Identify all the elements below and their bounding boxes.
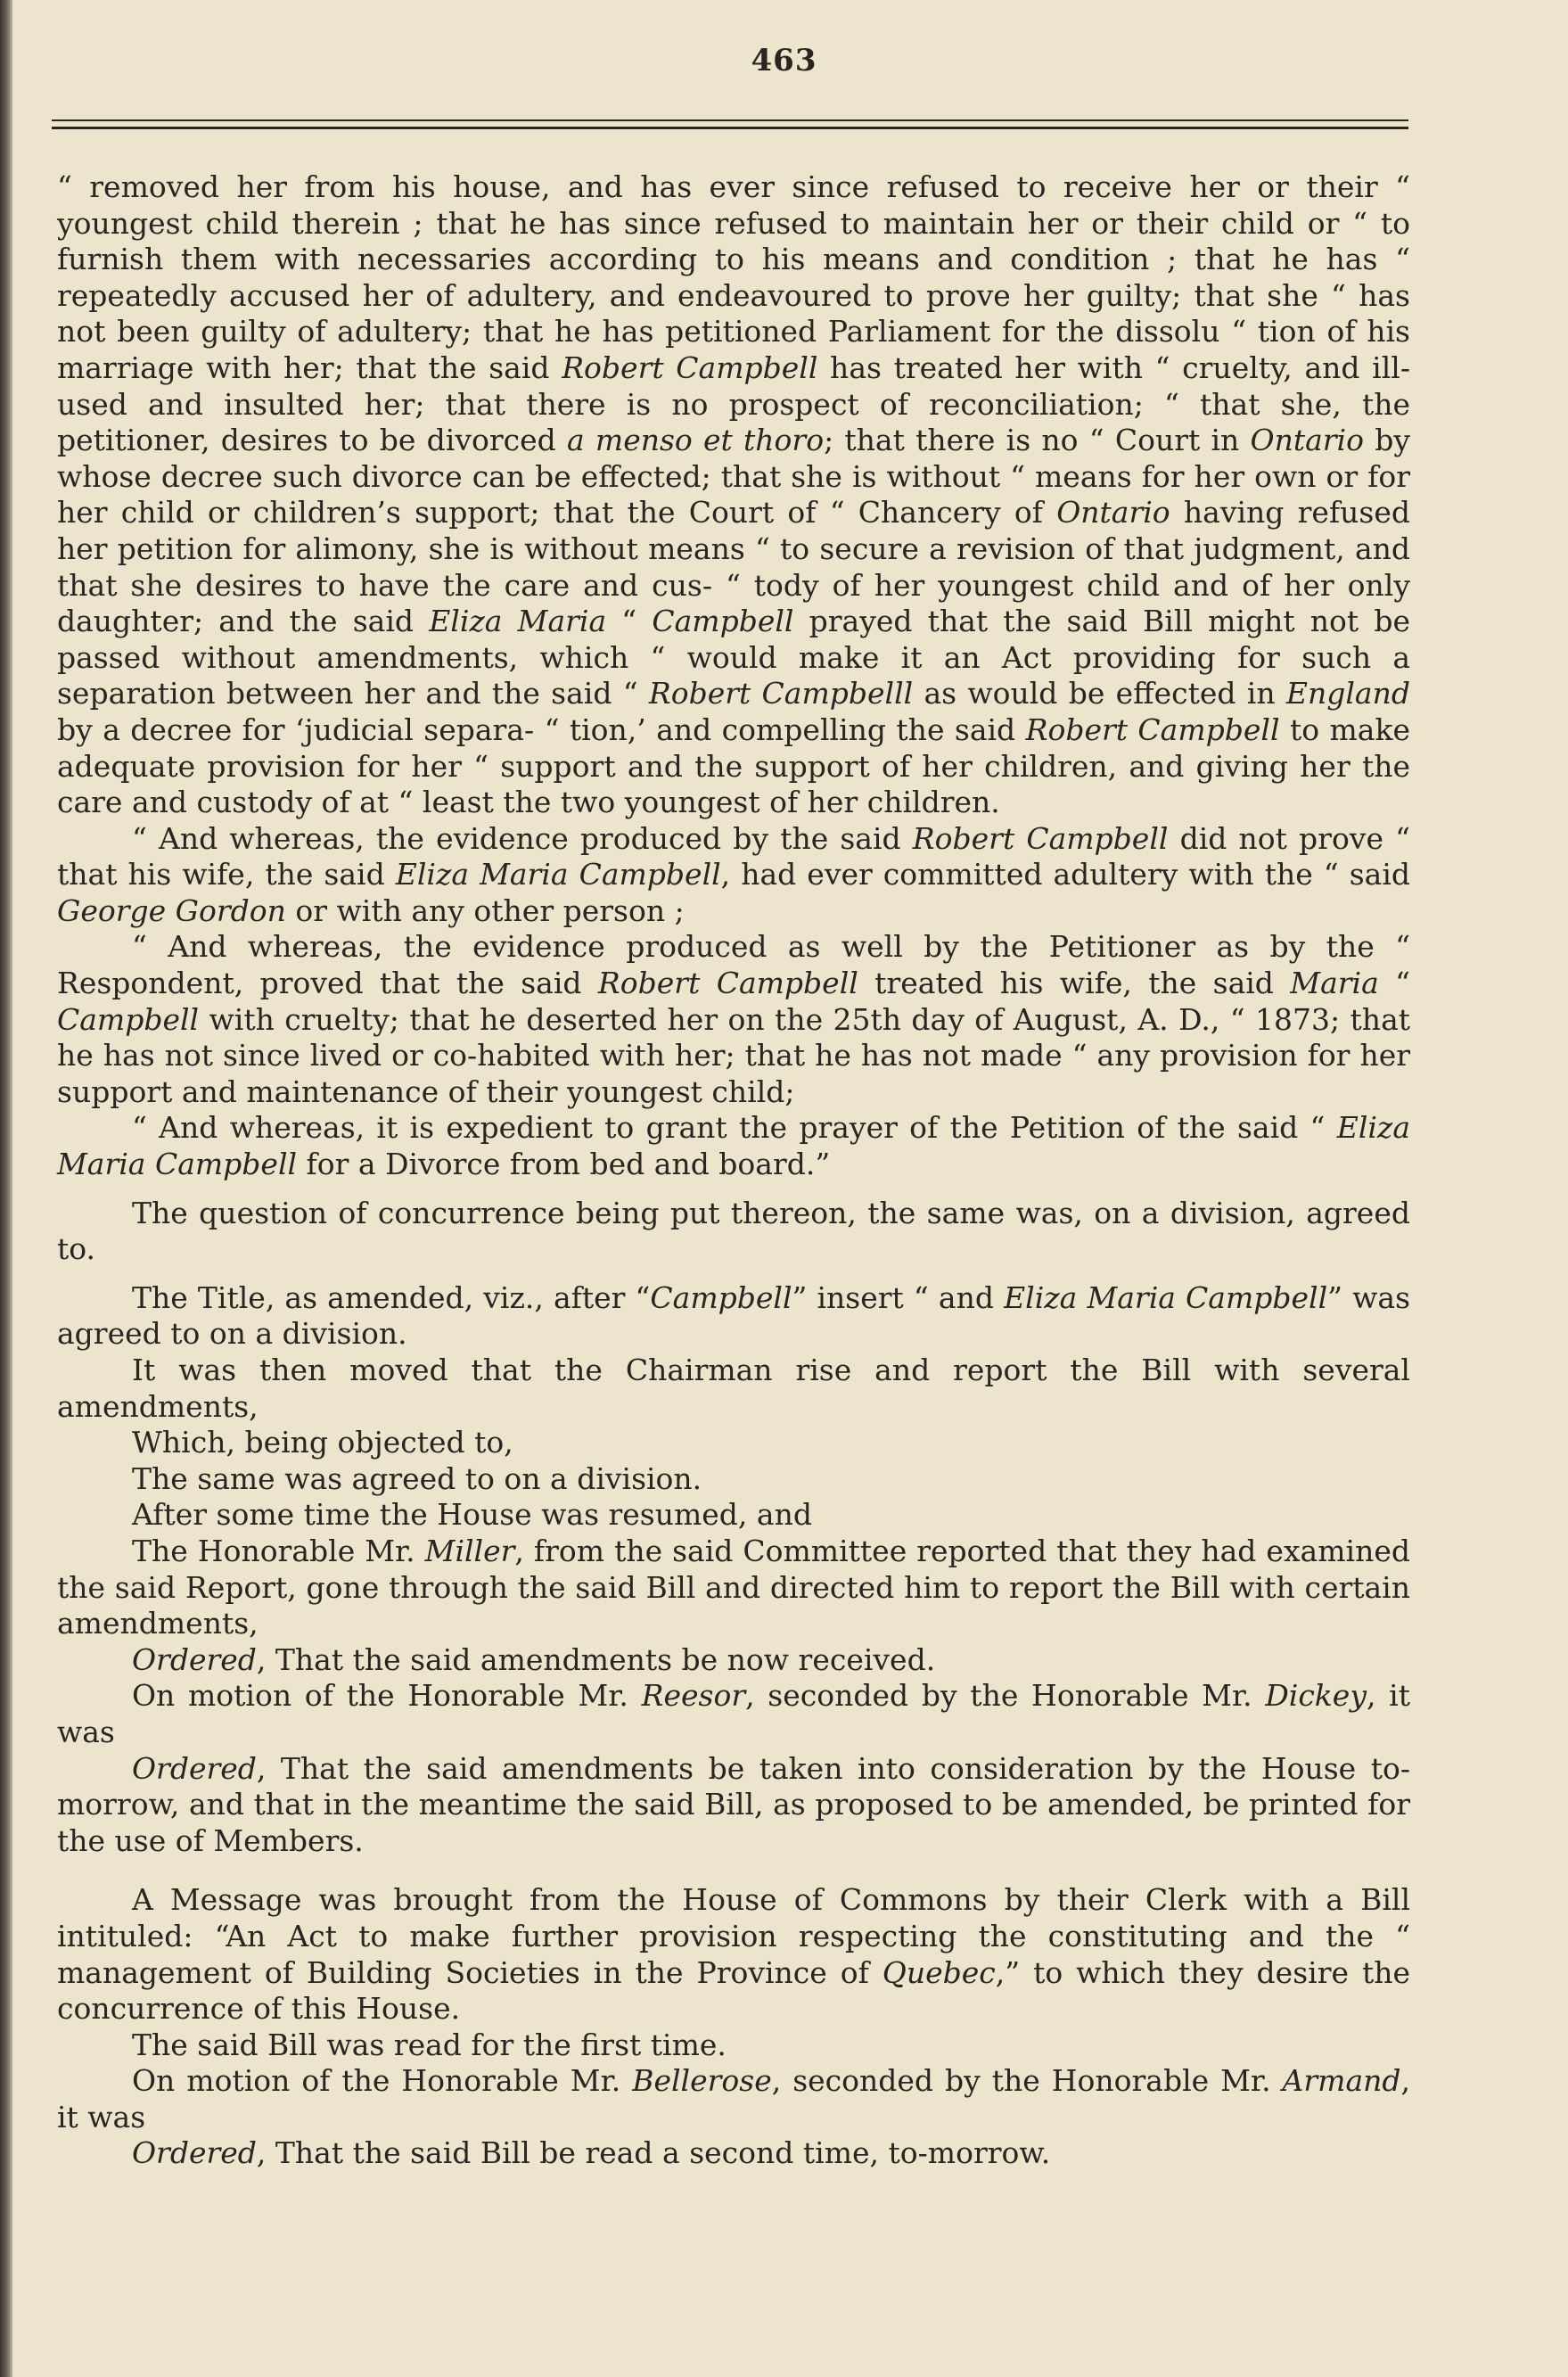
paragraph [57,1882,1410,2027]
italic-text: Miller [424,1533,515,1568]
text-run: with cruelty; that he deserted her on the 25th day of August, A. D., “ 1873; that he has not since lived or co-habited with her; that he has not made “ any provision for her support and maintenance of their youngest child; [57,1001,1410,1109]
text-run: “ And whereas, the evidence produced as well by the Petitioner as by the “ Respondent, proved that the said [57,929,1410,1001]
paragraph [57,1280,1410,1353]
italic-text: Ontario [1056,495,1170,531]
italic-text: George Gordon [57,892,286,928]
paragraph [57,1196,1410,1268]
paragraph [57,1642,1410,1679]
italic-text: Eliza Maria Campbell [57,1110,1410,1182]
text-run: The Honorable Mr. [132,1533,425,1568]
text-run: “ And whereas, the evidence produced by the said [132,820,913,856]
italic-text: Campbell [652,604,794,639]
page-number: 463 [751,43,817,78]
paragraph [57,2027,1410,2064]
text-run: On motion of the Honorable Mr. [132,2063,633,2099]
italic-text: Dickey [1265,1678,1367,1714]
italic-text: Robert Campbell [912,820,1169,856]
text-run: The said Bill was read for the first time. [132,2027,727,2062]
text-run: for a Divorce from bed and board.” [297,1147,831,1182]
page-body [57,169,1410,2172]
book-spine-shadow [0,0,12,2377]
paragraph [57,2063,1410,2135]
italic-text: Armand [1282,2063,1401,2099]
text-run: The Title, as amended, viz., after “ [132,1279,651,1315]
paragraph [57,1110,1410,1182]
text-run: On motion of the Honorable Mr. [132,1678,642,1714]
text-run: having refused her petition for alimony, she is without means “ to secure a revision of that judgment, and that she desires to have the care and cus- “ tody of her youngest child and of her only daughter; and the said [57,495,1411,639]
text-run: did not prove “ that his wife, the said [57,820,1410,892]
text-run: It was then moved that the Chairman rise and report the Bill with several amendments, [57,1353,1410,1424]
text-run: “ [606,604,653,639]
text-run: ” was agreed to on a division. [57,1279,1410,1352]
italic-text: Bellerose [632,2063,772,2099]
text-run: as would be effected in [913,676,1286,711]
italic-text: Campbell [57,1001,200,1037]
italic-text: Ordered [132,1641,257,1677]
paragraph [57,929,1410,1110]
text-run: “ And whereas, it is expedient to grant the prayer of the Petition of the said “ [132,1110,1337,1146]
italic-text: Robert Campbell [562,350,818,385]
text-run: ; that there is no “ Court in [824,423,1251,458]
paragraph [57,1751,1410,1860]
italic-text: Eliza Maria [429,604,607,639]
header-rule-thick [52,127,1408,129]
text-run: by a decree for ‘judicial separa- “ tion,’ and compelling the said [57,711,1026,747]
italic-text: Maria [1290,966,1379,1001]
paragraph [57,1534,1410,1642]
text-run: ” insert “ and [792,1279,1005,1315]
text-run: , from the said Committee reported that they had examined the said Report, gone through the said Bill and directed him to report the Bill with certain amendments, [57,1533,1410,1641]
text-run: After some time the House was resumed, and [132,1497,812,1533]
text-run: to make adequate provision for her “ support and the support of her children, and giving her the care and custody of at “ least the two youngest of her children. [57,711,1411,820]
text-run: The question of concurrence being put thereon, the same was, on a division, agreed to. [57,1195,1410,1267]
text-run: , That the said Bill be read a second time, to-morrow. [256,2135,1051,2171]
italic-text: Quebec [882,1954,996,1990]
italic-text: Robert Campbelll [648,676,914,711]
text-run: , seconded by the Honorable Mr. [771,2063,1283,2099]
italic-text: Ontario [1250,423,1364,458]
paragraph [57,1497,1410,1534]
italic-text: Ordered [132,1750,257,1786]
text-run: treated his wife, the said [858,966,1291,1001]
text-run: “ [1378,966,1411,1001]
paragraph [57,1678,1410,1750]
paragraph [57,2135,1410,2172]
text-run: by whose decree such divorce can be effected; that she is without “ means for her own or for her child or children’s support; that the Court of “ Chancery of [57,423,1410,531]
header-rule-thin [52,119,1408,121]
italic-text: Ordered [132,2135,257,2171]
text-run: or with any other person ; [285,892,685,928]
text-run: , had ever committed adultery with the “ said [720,857,1410,892]
text-run: , it was [57,2063,1410,2134]
italic-text: Eliza Maria Campbell [395,857,721,892]
text-run: ,” to which they desire the concurrence of this House. [57,1954,1410,2027]
text-run: “ removed her from his house, and has ever since refused to receive her or their “ youngest child therein ; that he has since refused to maintain her or their child or “ to furnish them with necessaries according to his means and condition ; that he has “ repeatedly accused her of adultery, and endeavoured to prove her guilty; that she “ has not been guilty of adultery; that he has petitioned Parliament for the dissolu “ tion of his marriage with her; that the said [57,169,1410,385]
text-run: , it was [57,1678,1410,1749]
italic-text: England [1285,676,1410,711]
italic-text: Campbell [650,1279,792,1315]
paragraph [57,1353,1410,1425]
italic-text: Robert Campbell [1025,711,1280,747]
paragraph [57,1461,1410,1498]
text-run: A Message was brought from the House of Commons by their Clerk with a Bill intituled: “An Act to make further provision respecting the constituting and the “ management of Building Societies in the Province of [57,1882,1410,1990]
text-run: , That the said amendments be now received. [256,1641,936,1677]
paragraph [57,169,1410,821]
paragraph [57,821,1410,930]
italic-text: Reesor [641,1678,746,1714]
italic-text: Robert Campbell [597,966,858,1001]
text-run: prayed that the said Bill might not be passed without amendments, which “ would make it an Act providing for such a separation between her and the said “ [57,604,1410,711]
text-run: has treated her with “ cruelty, and ill-used and insulted her; that there is no prospect of reconciliation; “ that she, the petitioner, desires to be divorced [57,350,1410,458]
paragraph [57,1425,1410,1461]
text-run: , That the said amendments be taken into consideration by the House to-morrow, and that in the meantime the said Bill, as proposed to be amended, be printed for the use of Members. [57,1750,1410,1858]
italic-text: Eliza Maria Campbell [1004,1279,1328,1315]
italic-text: a menso et thoro [567,423,825,458]
text-run: , seconded by the Honorable Mr. [745,1678,1266,1714]
text-run: The same was agreed to on a division. [132,1460,702,1496]
text-run: Which, being objected to, [132,1425,513,1460]
